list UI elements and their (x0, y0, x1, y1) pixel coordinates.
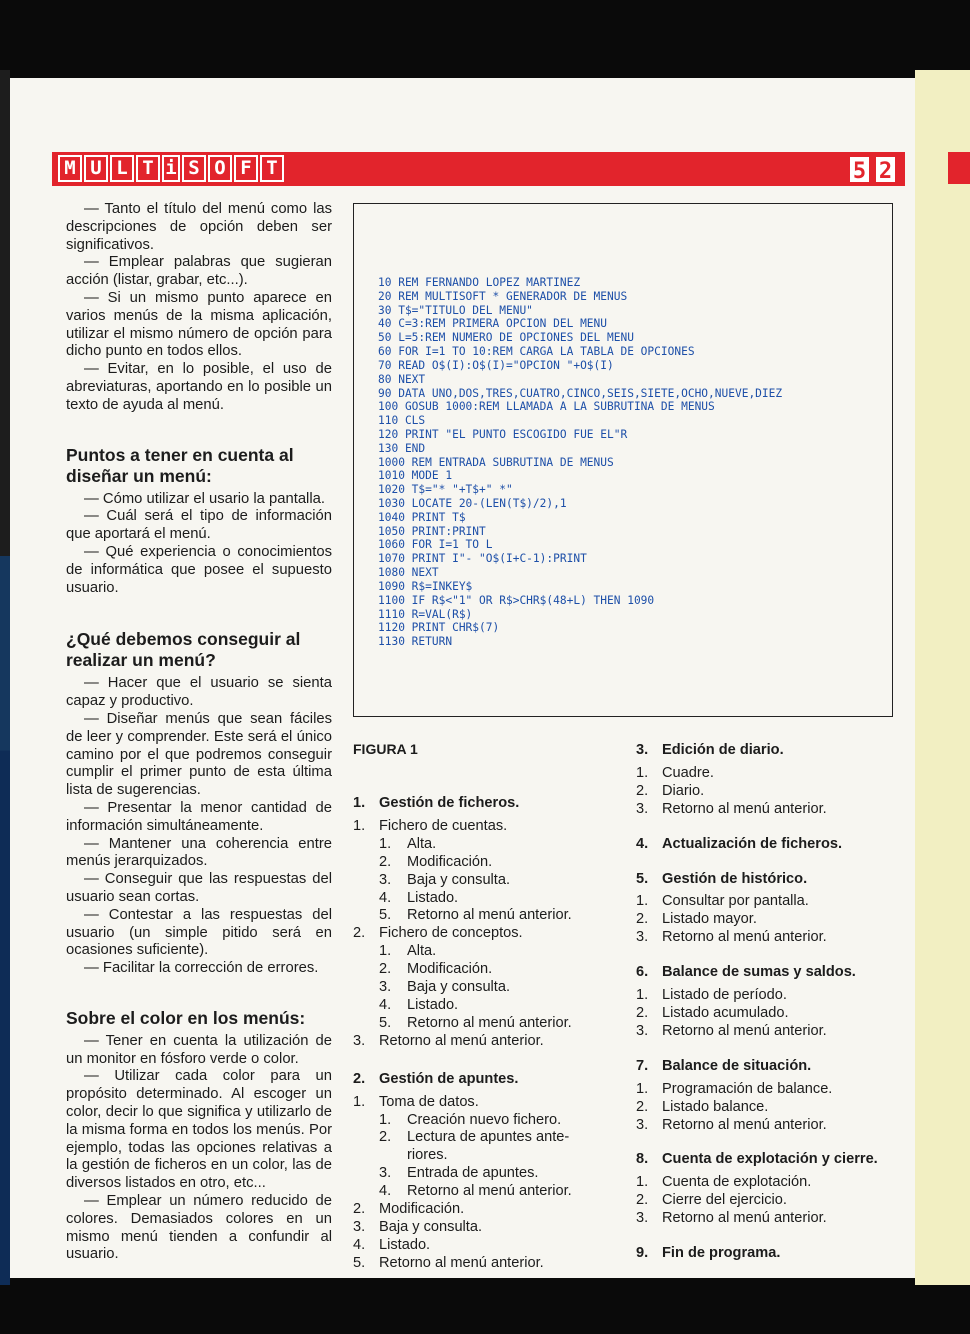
menu-subitem: 3. Baja y consulta. (379, 871, 511, 888)
code-line: 70 READ O$(I):O$(I)="OPCION "+O$(I) (378, 358, 614, 372)
basic-code-listing (378, 276, 782, 649)
menu-item: 1. Programación de balance. (636, 1080, 833, 1097)
menu-item: 5. Retorno al menú anterior. (353, 1254, 544, 1271)
section-heading: ¿Qué debemos conseguir al realizar un menú? (66, 629, 301, 671)
code-line: 20 REM MULTISOFT * GENERADOR DE MENUS (378, 289, 628, 303)
code-line: 1120 PRINT CHR$(7) (378, 621, 500, 635)
menu-item: 3. Retorno al menú anterior. (353, 1032, 544, 1049)
menu-item: 1. Toma de datos. (353, 1093, 479, 1110)
page-digit: 5 (848, 155, 871, 184)
menu-item: 2. Diario. (636, 782, 705, 799)
logo-letter: F (234, 155, 258, 182)
code-line: 100 GOSUB 1000:REM LLAMADA A LA SUBRUTINA DE MENUS (378, 400, 715, 414)
menu-item: 2. Listado balance. (636, 1098, 769, 1115)
paragraph: — Facilitar la corrección de errores. (84, 960, 319, 977)
paragraph: — Cuál será el tipo de información que aportará el menú. (66, 508, 332, 543)
menu-item: 2. Modificación. (353, 1201, 465, 1218)
paragraph: — Presentar la menor cantidad de información simultáneamente. (66, 799, 332, 834)
paragraph: — Hacer que el usuario se sienta capaz y productivo. (66, 675, 332, 710)
paragraph: — Tener en cuenta la utilización de un monitor en fósforo verde o color. (66, 1032, 332, 1067)
paragraph: — Utilizar cada color para un propósito determinado. Al escoger un color, decir lo que significa y utilizarlo de la misma forma en todos los menús. Por ejemplo, todas las opciones relativas a la gestión de ficheros en un color, las de diversos listados en otro, etc... (66, 1068, 332, 1192)
menu-item: 1. Listado de período. (636, 987, 787, 1004)
section-heading: Puntos a tener en cuenta al diseñar un menú: (66, 444, 294, 486)
paragraph: — Mantener una coherencia entre menús jerarquizados. (66, 835, 332, 870)
paragraph: — Emplear un número reducido de colores. Demasiados colores en un mismo menú tienden a confundir al usuario. (66, 1193, 332, 1263)
menu-subitem: 4. Listado. (379, 889, 459, 906)
menu-heading: 7. Balance de situación. (636, 1057, 812, 1074)
multisoft-logo (58, 155, 284, 184)
code-line: 1080 NEXT (378, 566, 439, 580)
code-line: 50 L=5:REM NUMERO DE OPCIONES DEL MENU (378, 331, 634, 345)
menu-subitem: 1. Alta. (379, 943, 437, 960)
menu-item: 3. Retorno al menú anterior. (636, 1116, 827, 1133)
paragraph: — Tanto el título del menú como las descripciones de opción deben ser significativos. (66, 201, 332, 253)
menu-subitem: 4. Retorno al menú anterior. (379, 1183, 572, 1200)
code-line: 1110 R=VAL(R$) (378, 607, 473, 621)
code-line: 1070 PRINT I"- "O$(I+C-1):PRINT (378, 552, 587, 566)
menu-subitem: 4. Listado. (379, 996, 459, 1013)
menu-heading: 5. Gestión de histórico. (636, 870, 808, 887)
menu-item: 3. Retorno al menú anterior. (636, 1210, 827, 1227)
logo-letter: M (58, 155, 82, 182)
code-line: 1030 LOCATE 20-(LEN(T$)/2),1 (378, 497, 567, 510)
code-line: 90 DATA UNO,DOS,TRES,CUATRO,CINCO,SEIS,SIETE,OCHO,NUEVE,DIEZ (378, 386, 783, 400)
code-line: 1010 MODE 1 (378, 469, 453, 483)
menu-item: 1. Cuadre. (636, 764, 714, 781)
paragraph: — Diseñar menús que sean fáciles de leer y comprender. Este será el único camino por el que podremos conseguir cumplir el primer punto de esta última lista de sugerencias. (66, 710, 332, 799)
menu-heading: 4. Actualización de ficheros. (636, 835, 843, 852)
code-line: 40 C=3:REM PRIMERA OPCION DEL MENU (378, 317, 608, 331)
page-digit: 2 (874, 155, 897, 184)
paragraph: — Conseguir que las respuestas del usuario sean cortas. (66, 871, 332, 905)
menu-item: 4. Listado. (353, 1236, 431, 1253)
code-line: 1000 REM ENTRADA SUBRUTINA DE MENUS (378, 455, 614, 469)
logo-letter: O (208, 155, 232, 182)
menu-item: 2. Cierre del ejercicio. (636, 1192, 787, 1209)
menu-column-1 (353, 795, 572, 1273)
menu-item: 1. Consultar por pantalla. (636, 893, 809, 910)
menu-subitem: 5. Retorno al menú anterior. (379, 1014, 572, 1031)
code-line: 1090 R$=INKEY$ (378, 579, 473, 593)
menu-subitem: 3. Baja y consulta. (379, 979, 511, 996)
menu-subitem: 2. Modificación. (379, 961, 493, 978)
paragraph: — Si un mismo punto aparece en varios menús de la misma aplicación, utilizar el mismo número de opción para dicho punto en todos ellos. (66, 289, 332, 360)
code-line: 1020 T$="* "+T$+" *" (378, 483, 513, 497)
menu-item: 1. Fichero de cuentas. (353, 817, 508, 834)
menu-item: 1. Cuenta de explotación. (636, 1174, 812, 1191)
code-line: 1050 PRINT:PRINT (378, 524, 486, 538)
logo-letter: T (136, 155, 160, 182)
code-line: 80 NEXT (378, 372, 426, 386)
logo-letter: U (84, 155, 108, 182)
code-line: 110 CLS (378, 414, 426, 428)
menu-heading: 8. Cuenta de explotación y cierre. (636, 1151, 878, 1168)
code-line: 10 REM FERNANDO LOPEZ MARTINEZ (378, 276, 581, 289)
logo-letter: L (110, 155, 134, 182)
code-line: 1040 PRINT T$ (378, 510, 466, 524)
logo-letter: i (162, 155, 180, 182)
paragraph: — Qué experiencia o conocimientos de informática que posee el supuesto usuario. (66, 543, 332, 596)
menu-subitem: 2. Modificación. (379, 853, 493, 870)
menu-heading: 6. Balance de sumas y saldos. (636, 964, 856, 981)
code-line: 120 PRINT "EL PUNTO ESCOGIDO FUE EL"R (378, 427, 628, 441)
menu-heading: 1. Gestión de ficheros. (353, 795, 520, 811)
code-line: 1060 FOR I=1 TO L (378, 538, 493, 552)
code-line: 30 T$="TITULO DEL MENU" (378, 303, 533, 317)
code-line: 1100 IF R$<"1" OR R$>CHR$(48+L) THEN 1090 (378, 593, 655, 607)
menu-heading: 2. Gestión de apuntes. (353, 1070, 519, 1087)
logo-letter: S (182, 155, 206, 182)
menu-column-2 (636, 742, 878, 1263)
menu-item: 3. Retorno al menú anterior. (636, 1022, 827, 1039)
menu-item: 3. Retorno al menú anterior. (636, 800, 827, 817)
menu-item: 3. Retorno al menú anterior. (636, 929, 827, 946)
code-line: 1130 RETURN (378, 635, 453, 649)
left-text-column (66, 201, 332, 1264)
code-line: 130 END (378, 441, 426, 455)
menu-subitem: 3. Entrada de apuntes. (379, 1165, 539, 1182)
menu-heading: 3. Edición de diario. (636, 742, 784, 758)
left-page-edge (0, 70, 10, 1285)
menu-item: 2. Listado acumulado. (636, 1004, 789, 1021)
menu-subitem: 1. Creación nuevo fichero. (379, 1111, 562, 1128)
logo-letter: T (260, 155, 284, 182)
section-heading: Sobre el color en los menús: (66, 1007, 306, 1028)
menu-heading: 9. Fin de programa. (636, 1245, 781, 1262)
menu-subitem: 2. Lectura de apuntes ante- (379, 1129, 570, 1146)
paragraph: — Contestar a las respuestas del usuario (un simple pitido será en ocasiones suficiente). (66, 906, 332, 959)
figure-caption: FIGURA 1 (353, 741, 418, 757)
page-number (848, 155, 897, 184)
paragraph: — Cómo utilizar el usario la pantalla. (84, 490, 325, 507)
menu-item: 2. Fichero de conceptos. (353, 925, 523, 942)
menu-item: 2. Listado mayor. (636, 911, 757, 928)
menu-item: 3. Baja y consulta. (353, 1218, 483, 1235)
code-line: 60 FOR I=1 TO 10:REM CARGA LA TABLA DE OPCIONES (378, 345, 695, 359)
menu-subitem-continuation: riores. (407, 1147, 448, 1164)
menu-subitem: 5. Retorno al menú anterior. (379, 907, 572, 924)
next-page-edge (915, 70, 970, 1285)
next-page-header-fragment (948, 152, 970, 184)
menu-subitem: 1. Alta. (379, 835, 437, 852)
paragraph: — Evitar, en lo posible, el uso de abreviaturas, aportando en lo posible un texto de ayuda al menú. (66, 361, 332, 413)
paragraph: — Emplear palabras que sugieran acción (listar, grabar, etc...). (66, 254, 332, 289)
